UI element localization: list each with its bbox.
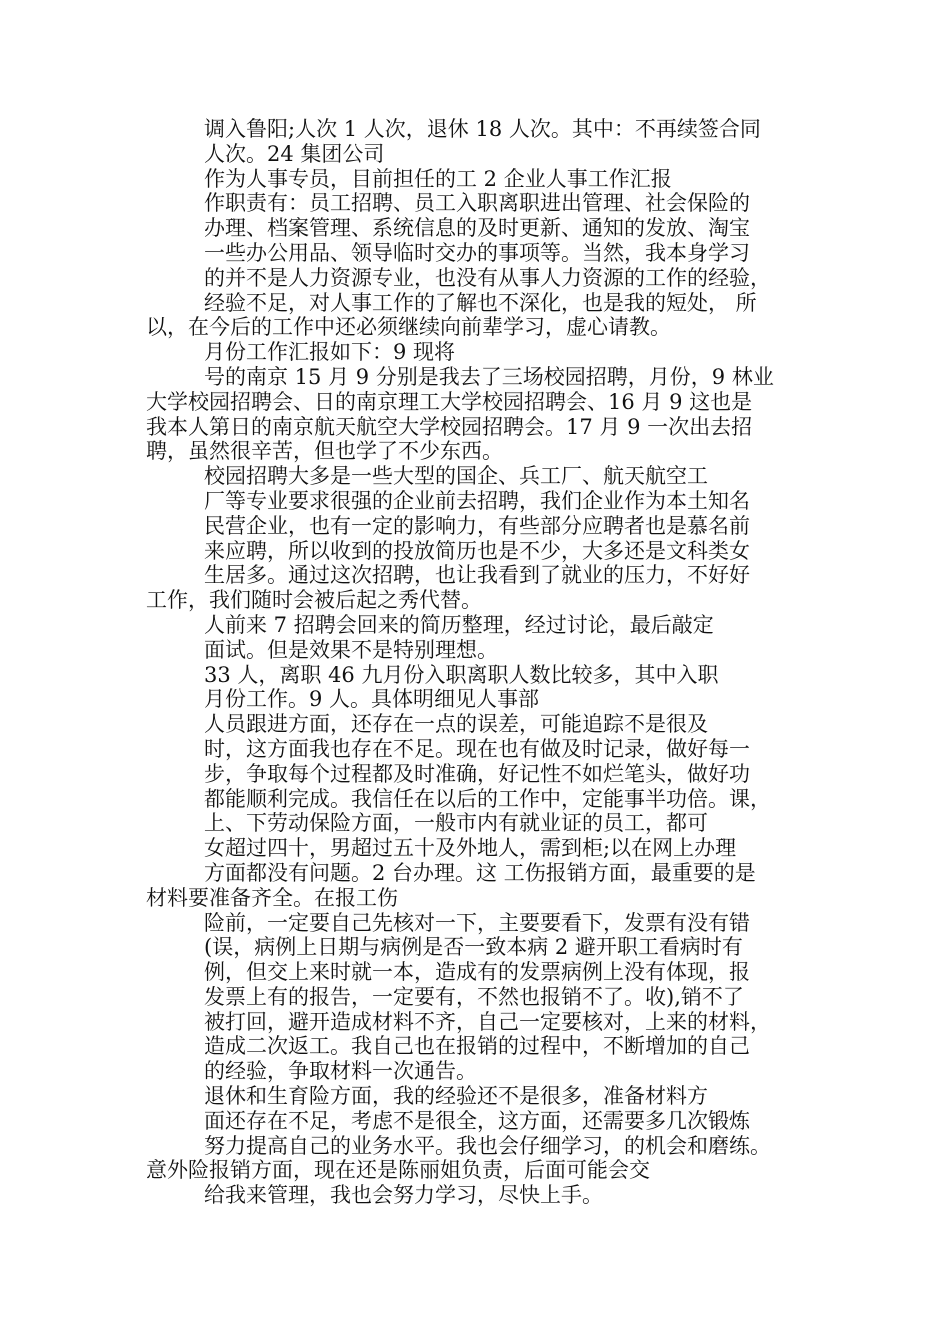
- text-line: 我本人第日的南京航天航空大学校园招聘会。17 月 9 一次出去招: [146, 414, 753, 439]
- text-line: 月份工作。9 人。具体明细见人事部: [204, 687, 540, 712]
- text-line: 方面都没有问题。2 台办理。这 工伤报销方面，最重要的是: [204, 860, 756, 885]
- text-line: 发票上有的报告，一定要有，不然也报销不了。收),销不了: [204, 984, 744, 1009]
- text-line: 聘，虽然很辛苦，但也学了不少东西。: [146, 439, 503, 464]
- text-line: 校园招聘大多是一些大型的国企、兵工厂、航天航空工: [204, 464, 708, 489]
- text-line: 来应聘，所以收到的投放简历也是不少，大多还是文科类女: [204, 538, 750, 563]
- text-line: 经验不足，对人事工作的了解也不深化，也是我的短处， 所: [204, 290, 757, 315]
- text-line: 调入鲁阳;人次 1 人次，退休 18 人次。其中：不再续签合同: [204, 117, 761, 141]
- text-line: 步，争取每个过程都及时准确，好记性不如烂笔头，做好功: [204, 761, 750, 786]
- text-line: 给我来管理，我也会努力学习，尽快上手。: [204, 1183, 603, 1208]
- text-line: 努力提高自己的业务水平。我也会仔细学习，的机会和磨练。: [204, 1133, 771, 1158]
- text-line: 办理、档案管理、系统信息的及时更新、通知的发放、淘宝: [204, 216, 750, 241]
- text-line: 都能顺利完成。我信任在以后的工作中，定能事半功倍。课，: [204, 786, 771, 811]
- text-line: 33 人，离职 46 九月份入职离职人数比较多，其中入职: [204, 662, 719, 687]
- text-line: 作为人事专员，目前担任的工 2 企业人事工作汇报: [204, 166, 672, 191]
- text-line: 工作，我们随时会被后起之秀代替。: [146, 588, 482, 613]
- text-line: 以，在今后的工作中还必须继续向前辈学习，虚心请教。: [146, 315, 671, 340]
- text-line: 生居多。通过这次招聘，也让我看到了就业的压力，不好好: [204, 563, 750, 588]
- text-line: 上、下劳动保险方面，一般市内有就业证的员工，都可: [204, 811, 708, 836]
- text-line: 意外险报销方面，现在还是陈丽姐负责，后面可能会交: [146, 1158, 650, 1183]
- text-line: 人前来 7 招聘会回来的简历整理，经过讨论，最后敲定: [204, 612, 714, 637]
- text-line: 一些办公用品、领导临时交办的事项等。当然，我本身学习: [204, 240, 750, 265]
- text-line: 月份工作汇报如下：9 现将: [204, 340, 456, 365]
- text-line: 女超过四十，男超过五十及外地人，需到柜;以在网上办理: [204, 836, 737, 861]
- text-line: 大学校园招聘会、日的南京理工大学校园招聘会、16 月 9 这也是: [146, 389, 753, 414]
- text-line: 人次。24 集团公司: [204, 141, 385, 166]
- text-line: 被打回，避开造成材料不齐，自己一定要核对，上来的材料，: [204, 1009, 771, 1034]
- document-body: [0, 117, 950, 1208]
- text-line: 的并不是人力资源专业，也没有从事人力资源的工作的经验，: [204, 265, 771, 290]
- text-line: 时，这方面我也存在不足。现在也有做及时记录，做好每一: [204, 736, 750, 761]
- text-line: 材料要准备齐全。在报工伤: [146, 885, 398, 910]
- text-line: 号的南京 15 月 9 分别是我去了三场校园招聘，月份，9 林业: [204, 364, 774, 389]
- text-line: 造成二次返工。我自己也在报销的过程中，不断增加的自己: [204, 1034, 750, 1059]
- text-line: 作职责有：员工招聘、员工入职离职进出管理、社会保险的: [204, 191, 750, 216]
- text-line: 例，但交上来时就一本，造成有的发票病例上没有体现，报: [204, 960, 750, 985]
- text-line: 人员跟进方面，还存在一点的误差，可能追踪不是很及: [204, 712, 708, 737]
- text-line: 退休和生育险方面，我的经验还不是很多，准备材料方: [204, 1084, 708, 1109]
- text-line: 面试。但是效果不是特别理想。: [204, 637, 498, 662]
- text-line: 民营企业，也有一定的影响力，有些部分应聘者也是慕名前: [204, 513, 750, 538]
- text-line: 面还存在不足，考虑不是很全，这方面，还需要多几次锻炼: [204, 1108, 750, 1133]
- text-line: (误，病例上日期与病例是否一致本病 2 避开职工看病时有: [204, 935, 743, 960]
- text-line: 的经验，争取材料一次通告。: [204, 1059, 477, 1084]
- text-line: 厂等专业要求很强的企业前去招聘，我们企业作为本土知名: [204, 488, 750, 513]
- text-line: 险前，一定要自己先核对一下，主要要看下，发票有没有错: [204, 910, 750, 935]
